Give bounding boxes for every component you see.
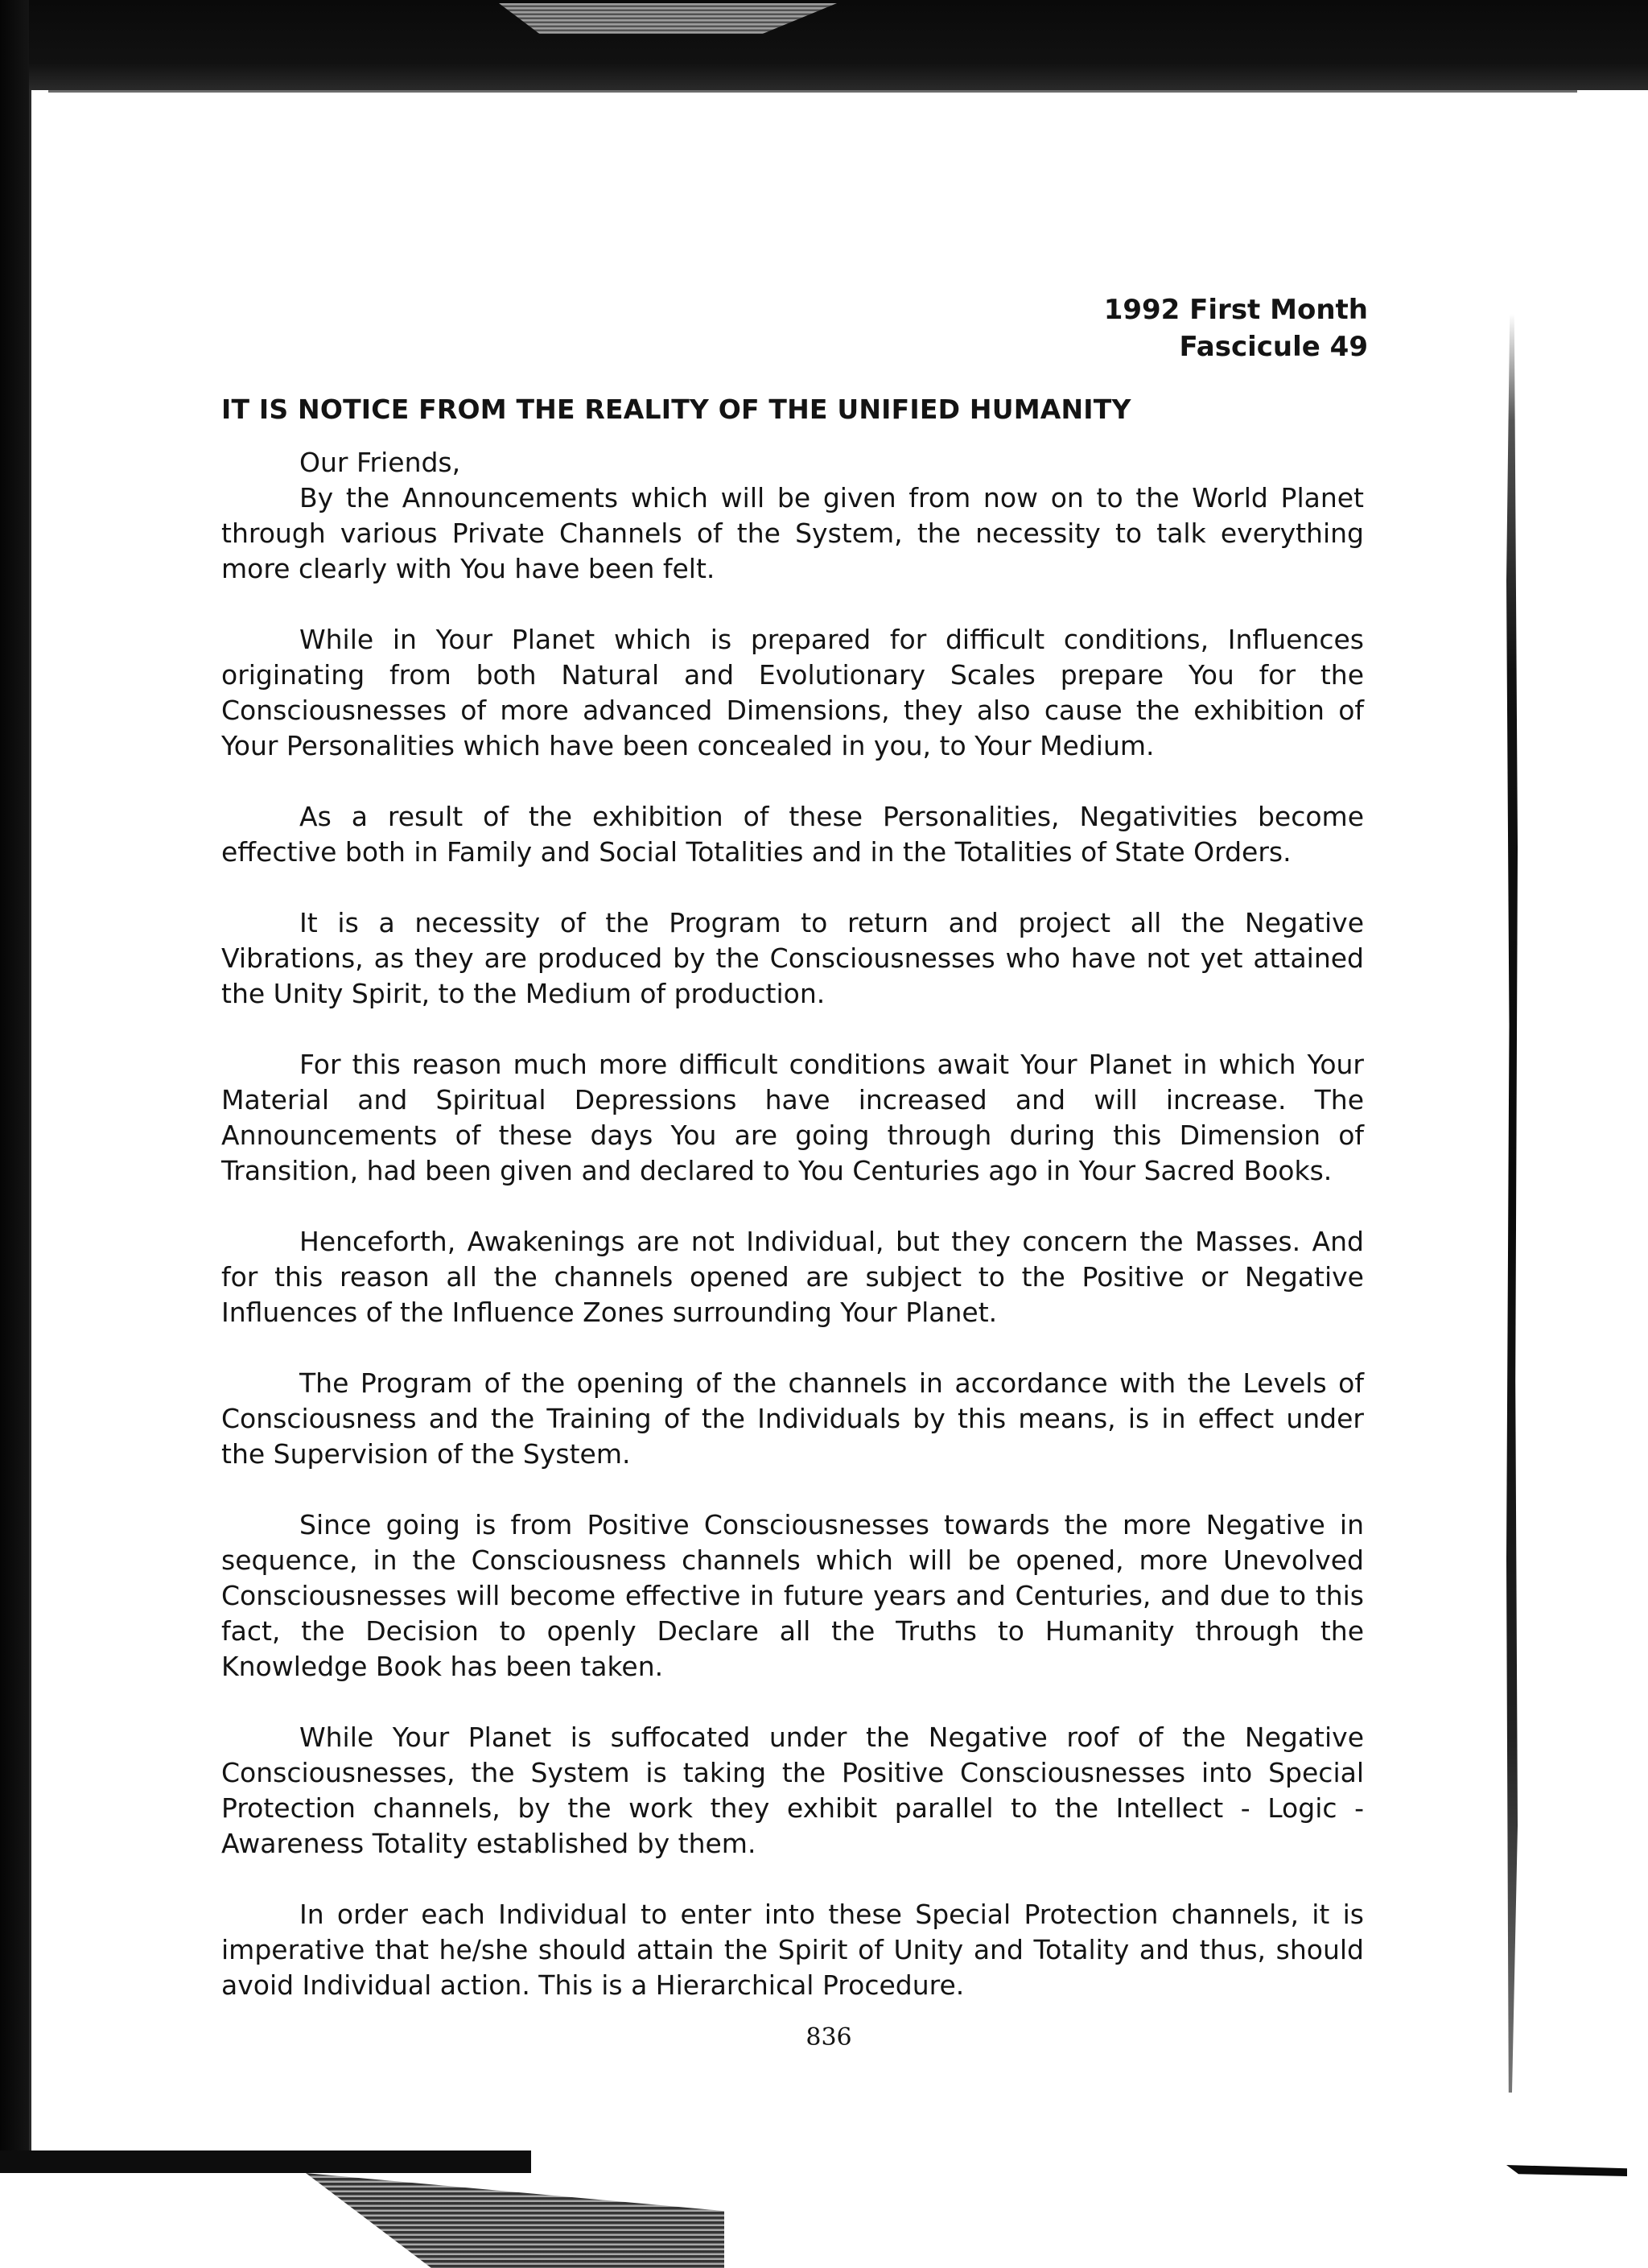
paragraph-2: While in Your Planet which is prepared for difficult conditions, Influences originating from both Natural and Evolutionary Scales prepare You for the Consciousnesses of more advanced Dimensions, they also cause the exhibition of Your Personalities which have been concealed in you, to Your Medium.	[221, 624, 1364, 761]
salutation: Our Friends,	[299, 447, 461, 478]
scan-left-shadow	[0, 0, 29, 2268]
paragraph-10: In order each Individual to enter into these Special Protection channels, it is imperative that he/she should attain the Spirit of Unity and Totality and thus, should avoid Individual action. This is a Hierarchical Procedure.	[221, 1899, 1364, 2001]
paragraph-1: By the Announcements which will be given from now on to the World Planet through various Private Channels of the System, the necessity to talk everything more clearly with You have been felt.	[221, 482, 1364, 584]
paragraph-9: While Your Planet is suffocated under the Negative roof of the Negative Consciousnesses, the System is taking the Positive Consciousnesses into Special Protection channels, by the work they exhibit parallel to the Intellect - Logic - Awareness Totality established by them.	[221, 1722, 1364, 1859]
document-body	[221, 445, 1364, 2039]
paragraph-6: Henceforth, Awakenings are not Individual, but they concern the Masses. And for this reason all the channels opened are subject to the Positive or Negative Influences of the Influence Zones surrounding Your Planet.	[221, 1226, 1364, 1328]
page-top-edge	[48, 90, 1577, 93]
paragraph-7: The Program of the opening of the channels in accordance with the Levels of Consciousness and the Training of the Individuals by this means, is in effect under the Supervision of the System.	[221, 1367, 1364, 1470]
page-number: 836	[805, 2023, 852, 2052]
paragraph-8: Since going is from Positive Consciousnesses towards the more Negative in sequence, in the Consciousness channels which will be opened, more Unevolved Consciousnesses will become effective in future years and Centuries, and due to this fact, the Decision to openly Declare all the Truths to Humanity through the Knowledge Book has been taken.	[221, 1509, 1364, 1682]
paragraph-4: It is a necessity of the Program to return and project all the Negative Vibrations, as they are produced by the Consciousnesses who have not yet attained the Unity Spirit, to the Medium of production.	[221, 907, 1364, 1009]
document-header	[966, 291, 1368, 365]
header-fascicule: Fascicule 49	[1179, 331, 1368, 363]
scan-top-shadow	[0, 0, 1648, 90]
paragraph-5: For this reason much more difficult conditions await Your Planet in which Your Material and Spiritual Depressions have increased and will increase. The Announcements of these days You are going through during this Dimension of Transition, had been given and declared to You Centuries ago in Your Sacred Books.	[221, 1049, 1364, 1186]
header-date: 1992 First Month	[1103, 294, 1368, 326]
scan-bottom-shadow	[0, 2150, 1648, 2268]
paragraph-3: As a result of the exhibition of these Personalities, Negativities become effective both in Family and Social Totalities and in the Totalities of State Orders.	[221, 801, 1364, 868]
page-title: IT IS NOTICE FROM THE REALITY OF THE UNIFIED HUMANITY	[221, 394, 1131, 425]
